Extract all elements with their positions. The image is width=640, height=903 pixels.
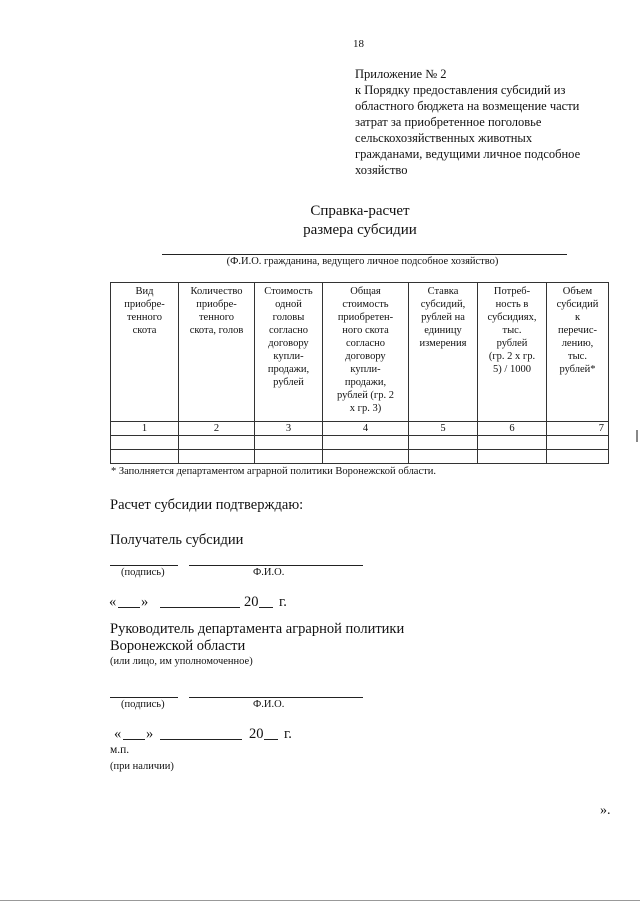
empty-cell[interactable] <box>111 436 179 450</box>
appendix-line: областного бюджета на возмещение части <box>355 99 580 113</box>
header-line: тенного <box>126 312 163 323</box>
header-line: согласно <box>268 325 309 336</box>
date-year: 20 <box>244 594 259 610</box>
header-line: согласно <box>345 338 386 349</box>
signature-label: (подпись) <box>121 567 165 578</box>
table-row <box>111 450 609 464</box>
empty-cell[interactable] <box>323 436 409 450</box>
header-cell-unit-cost <box>255 283 323 422</box>
header-line: х гр. 3) <box>349 403 382 414</box>
empty-cell[interactable] <box>478 436 547 450</box>
recipient-name-line <box>162 254 567 255</box>
empty-cell[interactable] <box>409 450 478 464</box>
date-open-quote: « <box>109 594 117 610</box>
header-line: (гр. 2 х гр. <box>488 351 536 362</box>
column-number: 1 <box>111 422 179 436</box>
document-subtitle: размера субсидии <box>303 222 417 238</box>
header-line: лению, <box>561 338 594 349</box>
header-line: одной <box>275 299 302 310</box>
fio-label: Ф.И.О. <box>253 567 285 578</box>
header-line: продажи, <box>344 377 387 388</box>
header-line: приобре- <box>124 299 165 310</box>
header-line: 5) / 1000 <box>493 364 531 375</box>
header-line: Вид <box>135 286 154 297</box>
date-month-line[interactable] <box>160 607 240 608</box>
appendix-line: затрат за приобретенное поголовье <box>355 115 542 129</box>
header-line: измерения <box>419 338 467 349</box>
page-number: 18 <box>353 38 364 50</box>
header-line: Стоимость <box>264 286 313 297</box>
column-number: 2 <box>179 422 255 436</box>
header-line: тыс. <box>568 351 587 362</box>
empty-cell[interactable] <box>111 450 179 464</box>
table-row <box>111 436 609 450</box>
date-month-line[interactable] <box>160 739 242 740</box>
header-line: рублей (гр. 2 <box>336 390 394 401</box>
header-line: рублей <box>496 338 528 349</box>
header-line: скота <box>132 325 157 336</box>
header-line: тыс. <box>502 325 522 336</box>
header-line: приобре- <box>196 299 237 310</box>
date-suffix: г. <box>279 594 287 610</box>
header-line: перечис- <box>558 325 597 336</box>
header-line: Потреб- <box>493 286 531 297</box>
empty-cell[interactable] <box>255 450 323 464</box>
date-year-line[interactable] <box>259 607 273 608</box>
header-line: Общая <box>350 286 381 297</box>
header-line: единицу <box>424 325 462 336</box>
header-line: купли- <box>350 364 381 375</box>
empty-cell[interactable] <box>409 436 478 450</box>
appendix-block <box>355 66 615 178</box>
column-number: 7 <box>547 422 609 436</box>
header-line: стоимость <box>342 299 389 310</box>
stamp-note: (при наличии) <box>110 761 174 772</box>
header-line: Количество <box>190 286 243 297</box>
authorized-note: (или лицо, им уполномоченное) <box>110 656 253 667</box>
header-cell-total-cost <box>323 283 409 422</box>
confirmation-text: Расчет субсидии подтверждаю: <box>110 497 304 513</box>
document-title: Справка-расчет <box>310 203 410 219</box>
header-line: рублей на <box>421 312 465 323</box>
fio-line[interactable] <box>189 565 363 566</box>
head-title-region: Воронежской области <box>110 638 246 654</box>
table-number-row <box>111 422 609 436</box>
head-title: Руководитель департамента аграрной политики <box>110 621 405 637</box>
header-cell-transfer-amount <box>547 283 609 422</box>
empty-cell[interactable] <box>323 450 409 464</box>
column-number: 4 <box>323 422 409 436</box>
date-year: 20 <box>249 726 264 742</box>
header-cell-livestock-type <box>111 283 179 422</box>
appendix-line: к Порядку предоставления субсидий из <box>355 83 566 97</box>
fio-line[interactable] <box>189 697 363 698</box>
subsidy-table <box>110 282 609 464</box>
signature-line[interactable] <box>110 565 178 566</box>
page-bottom-rule <box>0 900 640 901</box>
stamp-label: м.п. <box>110 744 130 756</box>
header-line: договору <box>268 338 309 349</box>
empty-cell[interactable] <box>547 450 609 464</box>
header-line: тенного <box>198 312 235 323</box>
header-line: ного скота <box>342 325 389 336</box>
header-line: продажи, <box>267 364 310 375</box>
appendix-line: сельскохозяйственных животных <box>355 131 533 145</box>
header-cell-subsidy-need <box>478 283 547 422</box>
header-line: Объем <box>562 286 593 297</box>
empty-cell[interactable] <box>547 436 609 450</box>
date-close-quote: » <box>146 726 154 742</box>
header-line: головы <box>272 312 305 323</box>
date-year-line[interactable] <box>264 739 278 740</box>
column-number: 5 <box>409 422 478 436</box>
header-line: рублей <box>273 377 304 388</box>
header-line: субсидий <box>556 299 599 310</box>
header-line: ность в <box>495 299 529 310</box>
column-number: 6 <box>478 422 547 436</box>
date-day-line[interactable] <box>123 739 145 740</box>
header-line: субсидий, <box>420 299 466 310</box>
recipient-name-caption: (Ф.И.О. гражданина, ведущего личное подсобное хозяйство) <box>226 256 499 267</box>
header-line: субсидиях, <box>487 312 537 323</box>
empty-cell[interactable] <box>255 436 323 450</box>
empty-cell[interactable] <box>179 436 255 450</box>
table-header-row <box>111 283 609 422</box>
scan-mark <box>636 430 638 442</box>
header-cell-subsidy-rate <box>409 283 478 422</box>
closing-quote: ». <box>600 803 611 818</box>
appendix-line: гражданами, ведущими личное подсобное <box>355 147 581 161</box>
header-line: Ставка <box>427 286 459 297</box>
recipient-title: Получатель субсидии <box>110 532 244 548</box>
appendix-line: хозяйство <box>355 163 408 177</box>
empty-cell[interactable] <box>478 450 547 464</box>
header-line: рублей* <box>559 364 596 375</box>
column-number: 3 <box>255 422 323 436</box>
header-line: купли- <box>273 351 304 362</box>
header-cell-head-count <box>179 283 255 422</box>
header-line: к <box>574 312 581 323</box>
empty-cell[interactable] <box>179 450 255 464</box>
date-suffix: г. <box>284 726 292 742</box>
date-open-quote: « <box>114 726 122 742</box>
header-line: скота, голов <box>189 325 244 336</box>
date-close-quote: » <box>141 594 149 610</box>
header-line: приобретен- <box>337 312 394 323</box>
table-footnote: * Заполняется департаментом аграрной политики Воронежской области. <box>111 466 436 477</box>
header-line: договору <box>345 351 386 362</box>
signature-label: (подпись) <box>121 699 165 710</box>
signature-line[interactable] <box>110 697 178 698</box>
fio-label: Ф.И.О. <box>253 699 285 710</box>
appendix-title: Приложение № 2 <box>355 67 447 81</box>
date-day-line[interactable] <box>118 607 140 608</box>
